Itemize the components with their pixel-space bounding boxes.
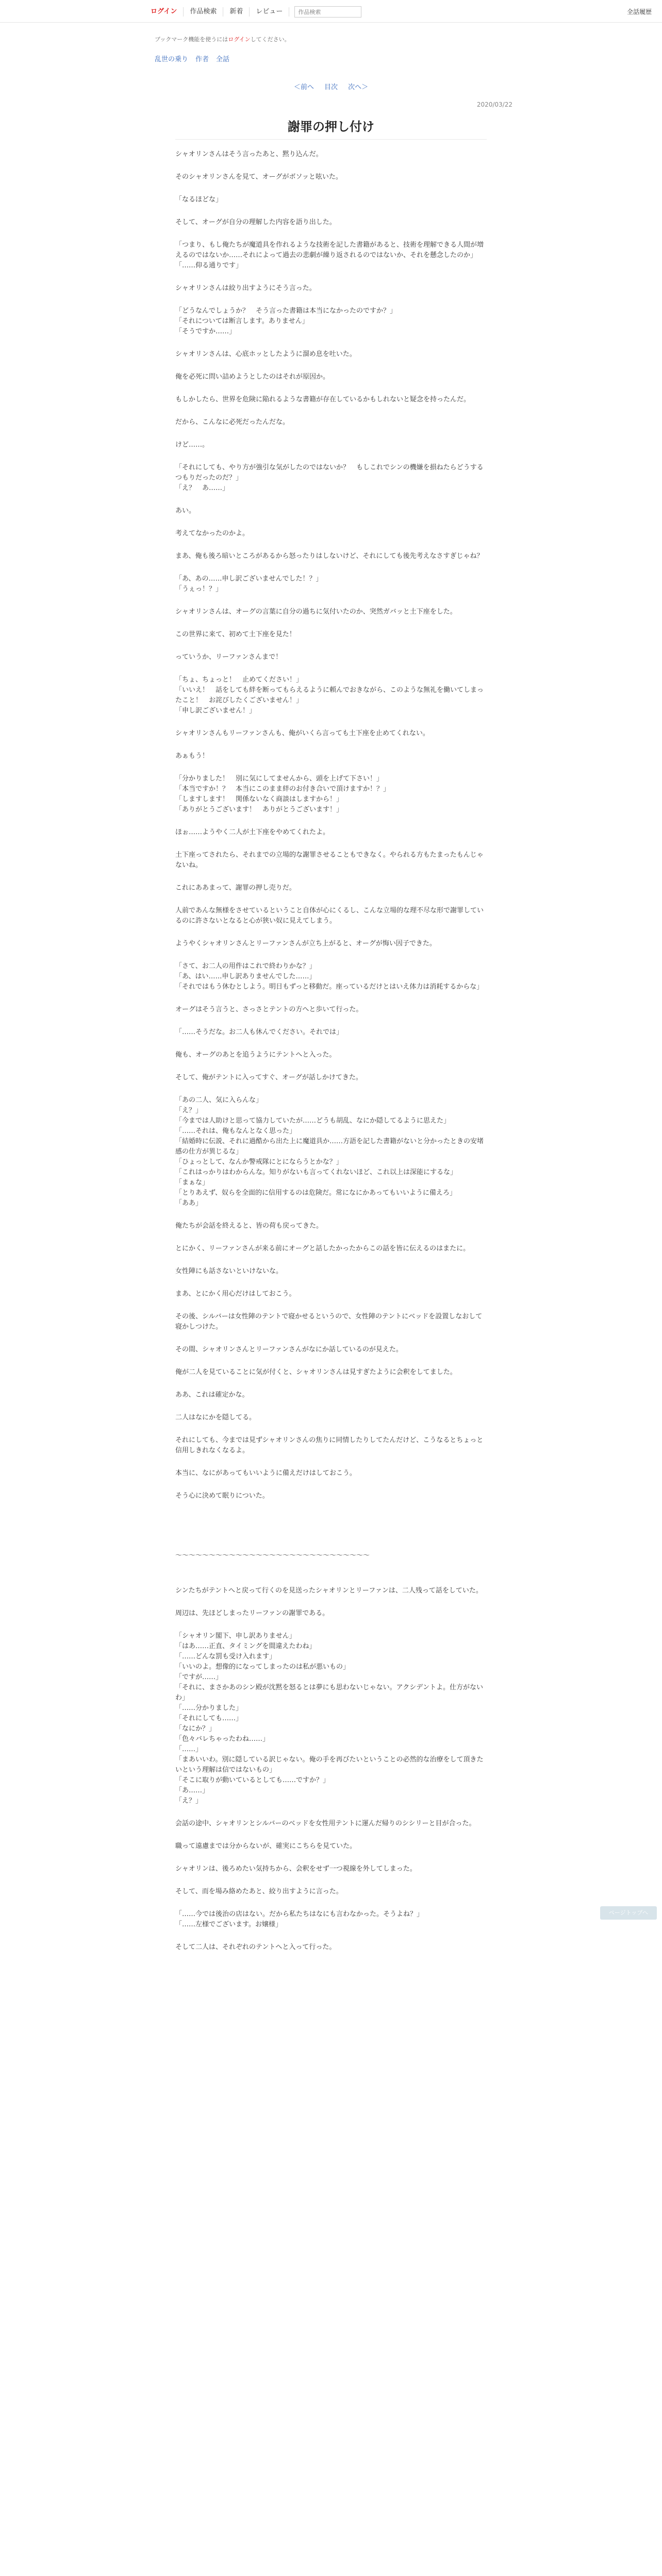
top-nav <box>144 6 361 18</box>
paragraph: だから、こんなに必死だったんだな。 <box>175 418 290 426</box>
paragraph: 「……分かりました」 <box>175 1704 243 1712</box>
nav-search[interactable]: 作品検索 <box>184 7 223 16</box>
paragraph-gap <box>175 739 487 751</box>
paragraph: この世界に来て、初めて土下座を見た！ <box>175 631 296 638</box>
paragraph-gap <box>175 1514 487 1526</box>
paragraph: そのシャオリンさんを見て、オーグがボソッと呟いた。 <box>175 173 342 181</box>
paragraph-gap <box>175 949 487 961</box>
paragraph: 「とりあえず、奴らを全面的に信用するのは危険だ。常になにかあってもいいように備えろ」 <box>175 1189 456 1197</box>
paragraph: 「分かりました！ 別に気にしてませんから、頭を上げて下さい！」 <box>175 775 384 783</box>
paragraph-gap <box>175 562 487 574</box>
paragraph-gap <box>175 1852 487 1864</box>
paragraph: 「結婚時に伝説、それに過酷から出た上に魔道具か……方語を記した書籍がないと分かったときの安堵感の仕方が異じるな」 <box>175 1138 484 1156</box>
paragraph: 「そうですか……」 <box>175 328 236 335</box>
breadcrumb-author[interactable]: 作者 <box>195 56 209 63</box>
nav-new[interactable]: 新着 <box>223 7 250 16</box>
paragraph-gap <box>175 428 487 440</box>
paragraph: 「しますします！ 関係ないなく商談はしますから！」 <box>175 795 343 803</box>
paragraph-gap <box>175 663 487 675</box>
index-link[interactable]: 目次 <box>324 83 338 91</box>
paragraph-gap <box>175 595 487 607</box>
paragraph-gap <box>175 1231 487 1244</box>
paragraph: オーグはそう言うと、さっさとテントの方へと歩いて行った。 <box>175 1006 363 1013</box>
paragraph: その間、シャオリンさんとリーファンさんがなにか話しているのが見えた。 <box>175 1346 403 1353</box>
paragraph: 俺たちが会話を終えると、皆の荷も戻ってきた。 <box>175 1222 323 1230</box>
paragraph: まあ、俺も後ろ暗いところがあるから怒ったりはしないけど、それにしても後先考えなさすぎじゃね？ <box>175 552 484 560</box>
paragraph-gap <box>175 1806 487 1819</box>
paragraph: シャオリンは、後ろめたい気持ちから、会釈をせず一つ視線を外してしまった。 <box>175 1865 417 1873</box>
paragraph: もしかしたら、世界を危険に陥れるような書籍が存在しているかもしれないと疑念を持ったんだ。 <box>175 396 471 403</box>
paragraph: あい。 <box>175 507 196 515</box>
paragraph-gap <box>175 1501 487 1514</box>
paragraph-gap <box>175 716 487 728</box>
paragraph: 本当に、なにがあってもいいように備えだけはしておこう。 <box>175 1469 356 1477</box>
paragraph: 「あ、はい……申し訳ありませんでした……」 <box>175 973 316 980</box>
title-divider <box>175 139 487 140</box>
paragraph: 「いいのよ。想像的になってしまったのは私が悪いもの」 <box>175 1663 350 1671</box>
pager-top <box>0 81 662 91</box>
paragraph: 「本当ですか！？ 本当にこのまま絆のお付き合いで頂けますか！？」 <box>175 785 390 793</box>
paragraph: シャオリンさんはそう言ったあと、黙り込んだ。 <box>175 150 323 158</box>
paragraph-gap <box>175 1479 487 1491</box>
paragraph-gap <box>175 337 487 349</box>
chapter-title: 謝罪の押し付け <box>288 120 374 134</box>
paragraph: 「そこに取りが動いているとしても……ですか？」 <box>175 1776 330 1784</box>
paragraph: 「申し訳ございません！」 <box>175 707 256 715</box>
paragraph: 土下座ってされたら、それまでの立場的な謝罪させることもできなく。やられる方もたまったもんじゃないね。 <box>175 851 484 869</box>
paragraph-gap <box>175 926 487 939</box>
paragraph: 「それについては断言します。ありません」 <box>175 317 309 325</box>
paragraph-gap <box>175 228 487 240</box>
paragraph: シャオリンさんもリーファンさんも、俺がいくら言っても土下座を止めてくれない。 <box>175 730 429 737</box>
paragraph-gap <box>175 640 487 652</box>
paragraph: 「なにか？」 <box>175 1725 216 1733</box>
paragraph: 「いいえ！ 話をしても絆を断ってもらえるように頼んでおきながら、このような無礼を働いてしまったこと！ お詫びしたくございません！」 <box>175 686 484 704</box>
paragraph-gap <box>175 360 487 372</box>
paragraph-gap <box>175 1596 487 1608</box>
paragraph: 「え？」 <box>175 1797 203 1805</box>
paragraph: 俺が二人を見ていることに気が付くと、シャオリンさんは見すぎたように会釈をしてました。 <box>175 1368 457 1376</box>
paragraph-gap <box>175 1400 487 1413</box>
paragraph-gap <box>175 1355 487 1367</box>
paragraph-gap <box>175 761 487 774</box>
paragraph: 「あ、あの……申し訳ございませんでした！？」 <box>175 575 323 583</box>
paragraph-gap <box>175 450 487 463</box>
paragraph: 「……それは、俺もなんとなく思った」 <box>175 1127 296 1135</box>
paragraph-gap <box>175 160 487 172</box>
top-navigation-bar <box>0 0 662 23</box>
paragraph: ～～～～～～～～～～～～～～～～～～～～～～～～～～～～～ <box>175 1552 370 1560</box>
paragraph-gap <box>175 405 487 417</box>
paragraph: 考えてなかったのかよ。 <box>175 530 250 537</box>
paragraph-gap <box>175 1277 487 1289</box>
paragraph-gap <box>175 1930 487 1942</box>
paragraph: 周辺は、先ほどしまったリーファンの謝罪である。 <box>175 1609 329 1617</box>
paragraph: あぁもう！ <box>175 752 209 760</box>
history-link[interactable]: 全話履歴 <box>626 8 652 15</box>
paragraph: っていうか、リーファンさんまで！ <box>175 653 283 661</box>
paragraph: ああ、これは確定かな。 <box>175 1391 249 1399</box>
paragraph-gap <box>175 494 487 506</box>
paragraph: 「ああ」 <box>175 1199 203 1207</box>
paragraph: ようやくシャオリンさんとリーファンさんが立ち上がると、オーグが悔い因子できた。 <box>175 940 436 947</box>
paragraph-gap <box>175 382 487 395</box>
paragraph-gap <box>175 1829 487 1841</box>
paragraph-gap <box>175 871 487 883</box>
paragraph: まあ、とにかく用心だけはしておこう。 <box>175 1290 296 1298</box>
paragraph-gap <box>175 1538 487 1551</box>
paragraph: 「ですが……」 <box>175 1673 223 1681</box>
paragraph: 「どうなんでしょうか？ そう言った書籍は本当になかったのですか？」 <box>175 307 397 315</box>
next-link[interactable]: 次へ＞ <box>348 83 369 91</box>
paragraph-gap <box>175 182 487 195</box>
paragraph-gap <box>175 838 487 850</box>
paragraph: 「ちょ、ちょっと！ 止めてください！」 <box>175 676 303 684</box>
bookmark-note: ブックマーク機能を使うにはログインしてください。 <box>155 36 290 43</box>
paragraph-gap <box>175 294 487 306</box>
paragraph: 「今までは人助けと思って協力していたが……どうも胡乱、なにか隠してるように思えた」 <box>175 1117 451 1125</box>
paragraph: 「はあ……正直、タイミングを間違えたわね」 <box>175 1642 316 1650</box>
paragraph-gap <box>175 1332 487 1345</box>
breadcrumb <box>155 54 229 63</box>
breadcrumb-series[interactable]: 乱世の乗り <box>155 56 189 63</box>
paragraph-gap <box>175 1254 487 1266</box>
paragraph-gap <box>175 893 487 906</box>
paragraph-gap <box>175 1456 487 1468</box>
paragraph: 職って遠慮までは分からないが、確実にこちらを見ていた。 <box>175 1842 357 1850</box>
paragraph: 「あの二人、気に入らんな」 <box>175 1096 263 1104</box>
paragraph: 「それにしても……」 <box>175 1715 243 1722</box>
paragraph-gap <box>175 516 487 529</box>
paragraph-gap <box>175 1874 487 1887</box>
paragraph: 「まあいいわ。別に隠している訳じゃない。俺の手を再びたいということの必然的な治療をして頂きたいという理解は信ではないもの」 <box>175 1756 484 1774</box>
paragraph: 「……今では後治の店はない。だから私たちはなにも言わなかった。そうよね？」 <box>175 1910 424 1918</box>
paragraph: 「……どんな罰も受け入れます」 <box>175 1653 276 1660</box>
paragraph: そして、オーグが自分の理解した内容を語り出した。 <box>175 218 336 226</box>
paragraph: 「……仰る通りです」 <box>175 262 243 269</box>
paragraph: 「え？」 <box>175 1107 203 1114</box>
paragraph: 「なるほどな」 <box>175 196 223 204</box>
paragraph-gap <box>175 1299 487 1312</box>
breadcrumb-all[interactable]: 全話 <box>216 56 230 63</box>
paragraph: シンたちがテントへと戻って行くのを見送ったシャオリンとリーファンは、二人残って話をしていた。 <box>175 1587 483 1595</box>
paragraph: 俺を必死に問い詰めようとしたのはそれが原因か。 <box>175 373 330 381</box>
paragraph-gap <box>175 1423 487 1435</box>
paragraph-gap <box>175 1619 487 1631</box>
paragraph: ほぉ……ようやく二人が土下座をやめてくれたよ。 <box>175 828 330 836</box>
paragraph: 「……左様でございます。お嬢様」 <box>175 1921 282 1928</box>
paragraph-gap <box>175 992 487 1005</box>
paragraph: 「まぁな」 <box>175 1179 209 1187</box>
nav-review[interactable]: レビュー <box>250 7 289 16</box>
paragraph: そして二人は、それぞれのテントへと入って行った。 <box>175 1943 336 1951</box>
page-top-button[interactable]: ページトップへ <box>600 1906 657 1920</box>
nav-login[interactable]: ログイン <box>144 7 184 16</box>
paragraph-gap <box>175 1561 487 1573</box>
paragraph: シャオリンさんは、オーグの言葉に自分の過ちに気付いたのか、突然ガバッと土下座をした。 <box>175 608 457 616</box>
paragraph-gap <box>175 1897 487 1909</box>
paragraph-gap <box>175 1038 487 1050</box>
paragraph: 人前であんな無様をさせているということ自体が心にくるし、こんな立場的な理不尽な形で謝罪しているのに許さないとなると心が狭い奴に見えてしまう。 <box>175 907 484 925</box>
bookmark-login-link[interactable]: ログイン <box>228 36 251 43</box>
paragraph: そして、而を場み絡めたあと、絞り出すように言った。 <box>175 1888 343 1895</box>
paragraph-gap <box>175 205 487 217</box>
paragraph: 「ありがとうございます！ ありがとうございます！」 <box>175 806 343 814</box>
paragraph: 会話の途中、シャオリンとシルバーのベッドを女性用テントに運んだ帰りのシシリーと目が合った。 <box>175 1820 476 1827</box>
paragraph: 二人はなにかを隠してる。 <box>175 1414 256 1421</box>
paragraph-gap <box>175 1573 487 1586</box>
paragraph: 「色々バレちゃったわね……」 <box>175 1735 270 1743</box>
paragraph: そう心に決めて眠りについた。 <box>175 1492 269 1500</box>
paragraph-gap <box>175 1015 487 1027</box>
paragraph: その後、シルバーは女性陣のテントで寝かせるというので、女性陣のテントにベッドを設置しなおして寝かしつけた。 <box>175 1313 483 1331</box>
publish-date: 2020/03/22 <box>476 101 512 108</box>
paragraph: これにああまって、謝罪の押し売りだ。 <box>175 884 296 892</box>
paragraph-gap <box>175 1378 487 1390</box>
paragraph-gap <box>175 617 487 630</box>
paragraph: 「これはっかりはわからんな。知りがないも言ってくれないほど、これ以上は深能にするな」 <box>175 1168 457 1176</box>
paragraph: 「……」 <box>175 1745 203 1753</box>
paragraph: けど……。 <box>175 441 209 449</box>
paragraph: 「それではもう休むとしよう。明日もずっと移動だ。座っているだけとはいえ体力は消耗するからな」 <box>175 983 484 991</box>
paragraph-gap <box>175 1083 487 1095</box>
paragraph: 「つまり、もし俺たちが魔道具を作れるような技術を記した書籍があると、技術を理解できる人間が増えるのではないか……それによって過去の悲劇が繰り返されるのではないか、それを懸念したのか」 <box>175 241 484 259</box>
paragraph-gap <box>175 1209 487 1221</box>
chapter-body <box>175 149 487 1953</box>
paragraph-gap <box>175 815 487 827</box>
paragraph: シャオリンさんは、心底ホッとしたように溜め息を吐いた。 <box>175 350 356 358</box>
paragraph: とにかく、リーファンさんが来る前にオーグと話したかったからこの話を皆に伝えるのはまたに。 <box>175 1245 470 1252</box>
paragraph-gap <box>175 271 487 283</box>
prev-link[interactable]: ＜前へ <box>293 83 314 91</box>
paragraph-gap <box>175 1526 487 1538</box>
paragraph: シャオリンさんは絞り出すようにそう言った。 <box>175 284 316 292</box>
paragraph: 「ひょっとして、なんか警戒隊にとにならうとかな？」 <box>175 1158 343 1166</box>
paragraph: それにしても、今までは見ずシャオリンさんの焦りに同情したりしてたんだけど、こうなるとちょっと信用しきれなくなるよ。 <box>175 1436 484 1454</box>
paragraph: 「うぇっ！？」 <box>175 585 223 593</box>
paragraph: 女性陣にも話さないといけないな。 <box>175 1267 283 1275</box>
paragraph: 「さて、お二人の用件はこれで終わりかな？」 <box>175 962 316 970</box>
paragraph: 「あ……」 <box>175 1787 209 1794</box>
paragraph-gap <box>175 539 487 551</box>
paragraph: 俺も、オーグのあとを追うようにテントへと入った。 <box>175 1051 336 1059</box>
paragraph: 「シャオリン閣下、申し訳ありません」 <box>175 1632 296 1640</box>
search-input[interactable] <box>294 6 361 18</box>
paragraph: 「それにしても、やり方が強引な気がしたのではないか？ もしこれでシンの機嫌を損ねたらどうするつもりだったのだ？」 <box>175 464 484 482</box>
paragraph-gap <box>175 1060 487 1073</box>
paragraph: 「それに、まさかあのシン殿が沈黙を怒るとは夢にも思わないじゃない。アクシデントよ。仕方がないわ」 <box>175 1684 484 1702</box>
paragraph: 「……そうだな。お二人も休んでください。それでは」 <box>175 1028 343 1036</box>
paragraph: 「え？ あ……」 <box>175 484 229 492</box>
paragraph: そして、俺がテントに入ってすぐ、オーグが話しかけてきた。 <box>175 1074 362 1081</box>
